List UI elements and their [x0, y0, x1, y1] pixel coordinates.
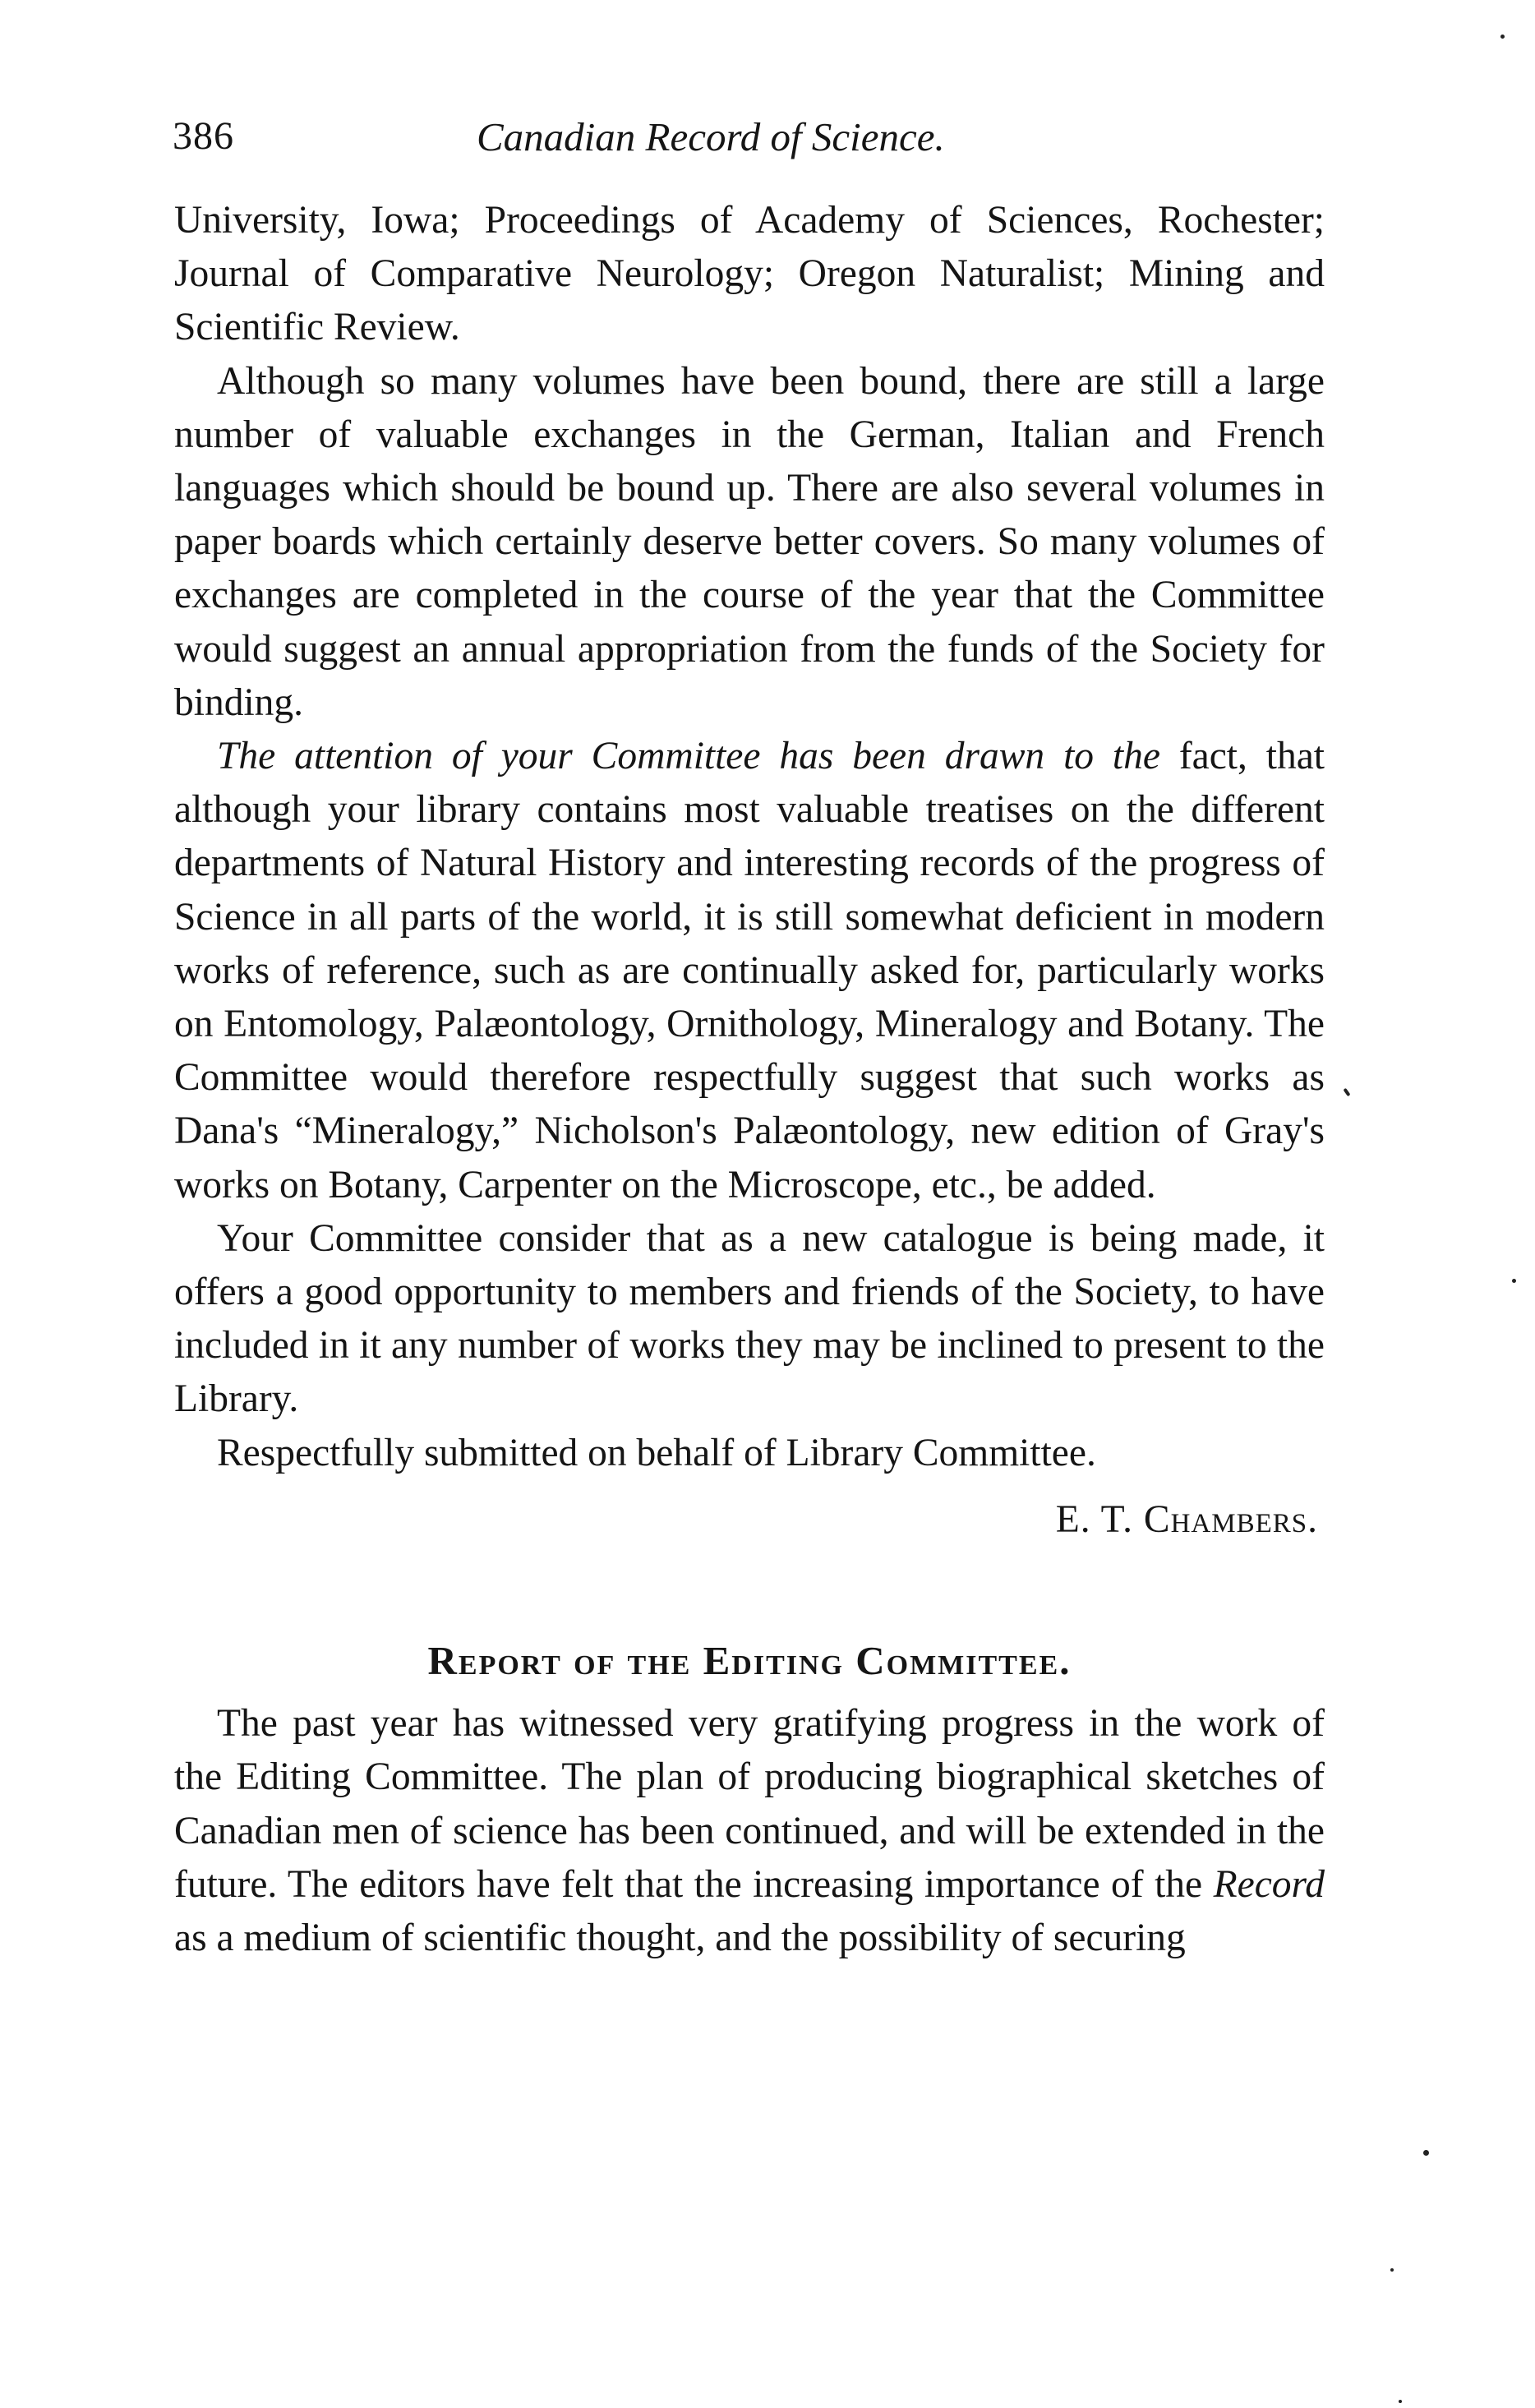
paragraph-continued-list: University, Iowa; Proceedings of Academy of Sciences, Rochester; Journal of Comparative Neurology; Oregon Naturalist; Mining and Scientific Review.: [174, 199, 1325, 349]
paragraph-catalogue: Your Committee consider that as a new catalogue is being made, it offers a good opportunity to members and friends of the Society, to have included in it any number of works they may be inclined to present to the Library.: [174, 1216, 1325, 1421]
paragraph-editing-text-end: as a medium of scientific thought, and the possibility of securing: [174, 1917, 1186, 1960]
body-text: [174, 194, 1325, 1965]
paragraph-reference-works: [174, 730, 1325, 1212]
print-speck: [1343, 1088, 1350, 1096]
paragraph-submitted: Respectfully submitted on behalf of Library Committee.: [217, 1431, 1096, 1474]
section-heading: Report of the Editing Committee.: [427, 1638, 1072, 1684]
italic-record: Record: [1213, 1862, 1325, 1906]
print-speck: [1500, 35, 1505, 39]
italic-opening: The attention of your Committee has been drawn to the: [217, 735, 1160, 778]
paragraph-editing-text-start: The past year has witnessed very gratifying progress in the work of the Editing Committee. The plan of producing biographical sketches of Canadian men of science has been continued, and will be extended in the future. The editors have felt that the increasing importance of the: [174, 1702, 1325, 1906]
print-speck: [1512, 1279, 1516, 1283]
running-head: [173, 113, 1339, 163]
paragraph-binding: Although so many volumes have been bound, there are still a large number of valuable exchanges in the German, Italian and French languages which should be bound up. There are also several volumes in paper boards which certainly deserve better covers. So many volumes of exchanges are completed in the course of the year that the Committee would suggest an annual appropriation from the funds of the Society for binding.: [174, 359, 1325, 724]
paragraph-editing-committee: [174, 1697, 1325, 1965]
signature: E. T. Chambers.: [1055, 1497, 1318, 1541]
paragraph-reference-works-text: fact, that although your library contains most valuable treatises on the different departments of Natural History and interesting records of the progress of Science in all parts of the world, it is still somewhat deficient in modern works of reference, such as are continually asked for, particularly works on Entomology, Palæontology, Ornithology, Mineralogy and Botany. The Committee would therefore respectfully suggest that such works as Dana's “Mineralogy,” Nicholson's Palæontology, new edition of Gray's works on Botany, Carpenter on the Microscope, etc., be added.: [174, 735, 1325, 1206]
journal-title: Canadian Record of Science.: [477, 114, 945, 159]
print-speck: [1390, 2268, 1394, 2272]
page-number: 386: [173, 114, 234, 158]
print-speck: [1399, 2400, 1402, 2403]
print-speck: [1423, 2150, 1429, 2156]
